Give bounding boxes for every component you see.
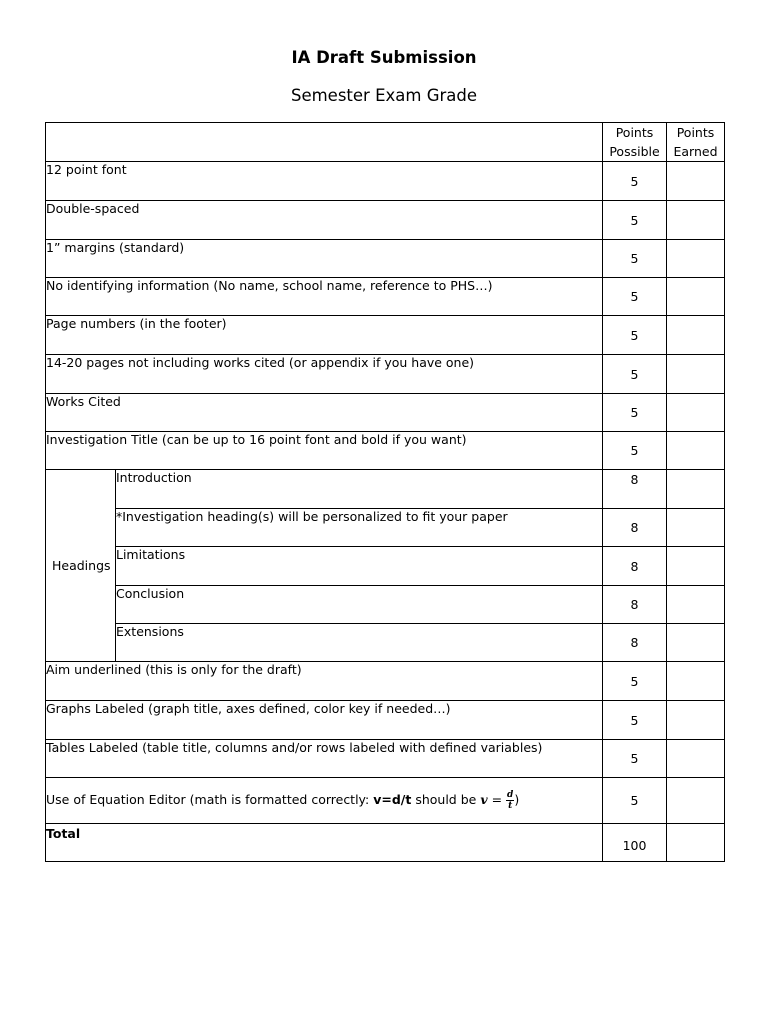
fraction-denominator: t xyxy=(508,801,513,811)
points-possible-cell: 5 xyxy=(603,662,667,701)
equation-math-eq: = xyxy=(487,792,507,807)
table-row xyxy=(46,547,725,586)
points-earned-cell[interactable] xyxy=(667,586,725,624)
total-label: Total xyxy=(46,824,603,862)
table-row xyxy=(46,316,725,355)
heading-criterion-cell: Introduction xyxy=(116,470,603,509)
points-possible-cell: 5 xyxy=(603,740,667,778)
equation-prefix: Use of Equation Editor (math is formatted correctly: xyxy=(46,792,374,807)
points-possible-cell: 8 xyxy=(603,470,667,509)
equation-criterion-cell xyxy=(46,778,603,824)
table-row xyxy=(46,509,725,547)
table-header-row xyxy=(46,123,725,162)
table-row xyxy=(46,394,725,432)
page-title: IA Draft Submission xyxy=(291,48,477,67)
points-earned-header: Points Earned xyxy=(667,123,725,162)
table-row xyxy=(46,470,725,509)
table-row xyxy=(46,355,725,394)
table-row xyxy=(46,586,725,624)
table-row xyxy=(46,624,725,662)
table-row xyxy=(46,278,725,316)
points-earned-cell[interactable] xyxy=(667,240,725,278)
points-possible-cell: 5 xyxy=(603,778,667,824)
criterion-cell: 12 point font xyxy=(46,162,603,201)
table-row xyxy=(46,201,725,240)
criterion-cell: 1” margins (standard) xyxy=(46,240,603,278)
page-subtitle: Semester Exam Grade xyxy=(290,86,478,105)
points-earned-cell[interactable] xyxy=(667,624,725,662)
headings-group-label: Headings xyxy=(46,470,116,662)
heading-criterion-cell: Extensions xyxy=(116,624,603,662)
points-earned-cell[interactable] xyxy=(667,547,725,586)
criterion-cell: Works Cited xyxy=(46,394,603,432)
table-row xyxy=(46,432,725,470)
points-possible-cell: 5 xyxy=(603,278,667,316)
points-earned-cell[interactable] xyxy=(667,432,725,470)
grading-rubric-table xyxy=(45,122,725,862)
heading-criterion-cell: *Investigation heading(s) will be personalized to fit your paper xyxy=(116,509,603,547)
table-row xyxy=(46,662,725,701)
criterion-cell: Aim underlined (this is only for the draft) xyxy=(46,662,603,701)
points-possible-cell: 5 xyxy=(603,355,667,394)
points-possible-cell: 5 xyxy=(603,201,667,240)
points-earned-cell[interactable] xyxy=(667,740,725,778)
points-possible-cell: 5 xyxy=(603,316,667,355)
points-possible-cell: 5 xyxy=(603,432,667,470)
points-earned-cell[interactable] xyxy=(667,394,725,432)
points-possible-cell: 5 xyxy=(603,701,667,740)
points-earned-cell[interactable] xyxy=(667,470,725,509)
total-points-possible: 100 xyxy=(603,824,667,862)
table-row xyxy=(46,701,725,740)
header-blank-cell xyxy=(46,123,603,162)
table-row xyxy=(46,162,725,201)
points-earned-cell[interactable] xyxy=(667,162,725,201)
points-possible-cell: 8 xyxy=(603,547,667,586)
table-row xyxy=(46,240,725,278)
points-earned-cell[interactable] xyxy=(667,201,725,240)
points-earned-cell[interactable] xyxy=(667,355,725,394)
equation-bold-expr: v=d/t xyxy=(373,792,412,807)
points-earned-cell[interactable] xyxy=(667,662,725,701)
fraction-numerator: d xyxy=(507,790,514,800)
criterion-cell: Page numbers (in the footer) xyxy=(46,316,603,355)
criterion-cell: Graphs Labeled (graph title, axes defined, color key if needed…) xyxy=(46,701,603,740)
heading-criterion-cell: Limitations xyxy=(116,547,603,586)
criterion-cell: No identifying information (No name, school name, reference to PHS…) xyxy=(46,278,603,316)
equation-suffix: ) xyxy=(514,792,520,807)
points-earned-cell[interactable] xyxy=(667,701,725,740)
criterion-cell: Tables Labeled (table title, columns and/or rows labeled with defined variables) xyxy=(46,740,603,778)
points-possible-header: Points Possible xyxy=(603,123,667,162)
total-points-earned-cell[interactable] xyxy=(667,824,725,862)
points-possible-cell: 5 xyxy=(603,240,667,278)
table-row xyxy=(46,740,725,778)
points-possible-cell: 8 xyxy=(603,624,667,662)
criterion-cell: Investigation Title (can be up to 16 point font and bold if you want) xyxy=(46,432,603,470)
equation-math-v: v xyxy=(480,792,488,807)
equation-middle: should be xyxy=(411,792,481,807)
points-earned-cell[interactable] xyxy=(667,316,725,355)
points-earned-cell[interactable] xyxy=(667,778,725,824)
points-possible-cell: 5 xyxy=(603,394,667,432)
total-row xyxy=(46,824,725,862)
points-possible-cell: 5 xyxy=(603,162,667,201)
table-row xyxy=(46,778,725,824)
criterion-cell: Double-spaced xyxy=(46,201,603,240)
points-earned-cell[interactable] xyxy=(667,278,725,316)
criterion-cell: 14-20 pages not including works cited (or appendix if you have one) xyxy=(46,355,603,394)
points-earned-cell[interactable] xyxy=(667,509,725,547)
points-possible-cell: 8 xyxy=(603,586,667,624)
points-possible-cell: 8 xyxy=(603,509,667,547)
heading-criterion-cell: Conclusion xyxy=(116,586,603,624)
